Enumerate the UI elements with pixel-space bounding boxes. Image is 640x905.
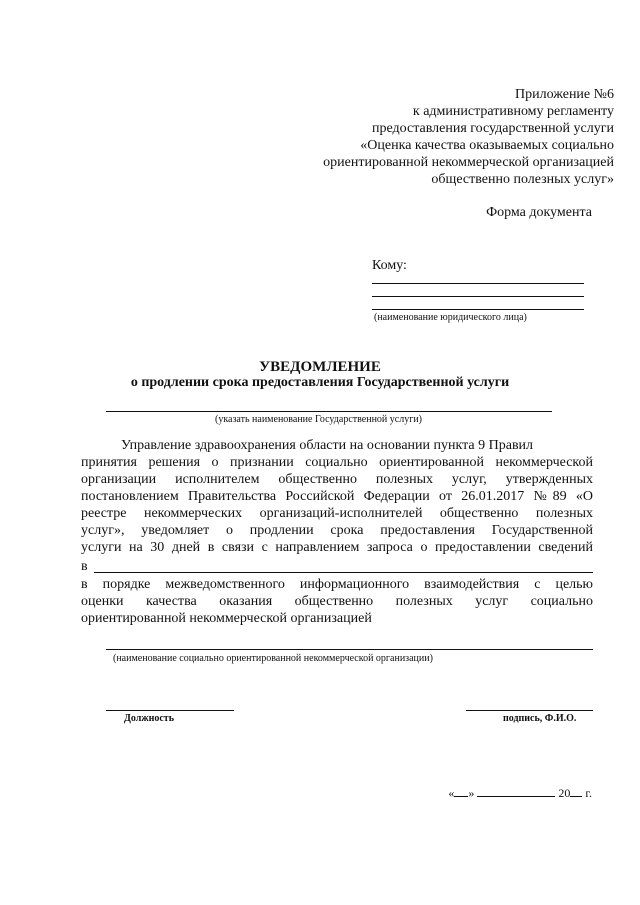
day-blank bbox=[454, 796, 468, 797]
document-subtitle: о продлении срока предоставления Государственной услуги bbox=[130, 375, 510, 390]
notice-body-after bbox=[81, 576, 593, 627]
body-line: принятия решения о признании социально ориентированной некоммерческой bbox=[81, 455, 593, 470]
appendix-line: к административному регламенту bbox=[412, 104, 614, 119]
addressee-line bbox=[372, 283, 584, 284]
form-label: Форма документа bbox=[486, 205, 592, 220]
appendix-header bbox=[254, 86, 614, 188]
addressee-line bbox=[372, 296, 584, 297]
year-blank bbox=[570, 796, 582, 797]
body-line: постановлением Правительства Российской Федерации от 26.01.2017 №89 «О bbox=[81, 489, 593, 504]
date-open-quote: « bbox=[448, 786, 455, 800]
body-line: реестре некоммерческих организаций-исполнителей общественно полезных bbox=[81, 506, 593, 521]
body-line: ориентированной некоммерческой организацией bbox=[81, 611, 372, 626]
notice-body bbox=[81, 437, 593, 454]
year-prefix: 20 bbox=[558, 786, 571, 800]
to-label: Кому: bbox=[372, 258, 407, 273]
appendix-line: ориентированной некоммерческой организацией bbox=[323, 155, 614, 170]
notice-body-cont bbox=[81, 454, 593, 556]
year-suffix: г. bbox=[585, 786, 592, 800]
body-line: Управление здравоохранения области на основании пункта 9 Правил bbox=[121, 438, 534, 453]
appendix-line: общественно полезных услуг» bbox=[431, 172, 614, 187]
body-line: в порядке межведомственного информационного взаимодействия с целью bbox=[81, 577, 593, 592]
position-line bbox=[106, 710, 234, 711]
appendix-line: предоставления государственной услуги bbox=[372, 121, 614, 136]
org-name-line bbox=[106, 649, 593, 650]
appendix-line: «Оценка качества оказываемых социально bbox=[360, 138, 614, 153]
month-blank bbox=[477, 796, 555, 797]
service-caption: (указать наименование Государственной услуги) bbox=[215, 414, 422, 425]
position-label: Должность bbox=[124, 713, 175, 724]
body-line: оценки качества оказания общественно полезных услуг социально bbox=[81, 594, 593, 609]
body-line: организации исполнителем общественно полезных услуг, утвержденных bbox=[81, 472, 593, 487]
document-title: УВЕДОМЛЕНИЕ bbox=[259, 359, 381, 375]
body-line: услуг», уведомляет о продлении срока предоставления Государственной bbox=[81, 523, 593, 538]
date-field bbox=[448, 786, 592, 801]
signature-label: подпись, Ф.И.О. bbox=[503, 713, 577, 724]
appendix-line: Приложение №6 bbox=[515, 87, 614, 102]
signature-line bbox=[466, 710, 593, 711]
service-name-line bbox=[106, 411, 552, 412]
body-v-letter: в bbox=[81, 559, 88, 574]
date-close-quote: » bbox=[468, 786, 475, 800]
request-recipient-line bbox=[94, 572, 593, 573]
addressee-caption: (наименование юридического лица) bbox=[374, 312, 527, 323]
org-caption: (наименование социально ориентированной некоммерческой организации) bbox=[113, 653, 433, 664]
addressee-line bbox=[372, 309, 584, 310]
body-line: услуги на 30 дней в связи с направлением запроса о предоставлении сведений bbox=[81, 540, 593, 555]
